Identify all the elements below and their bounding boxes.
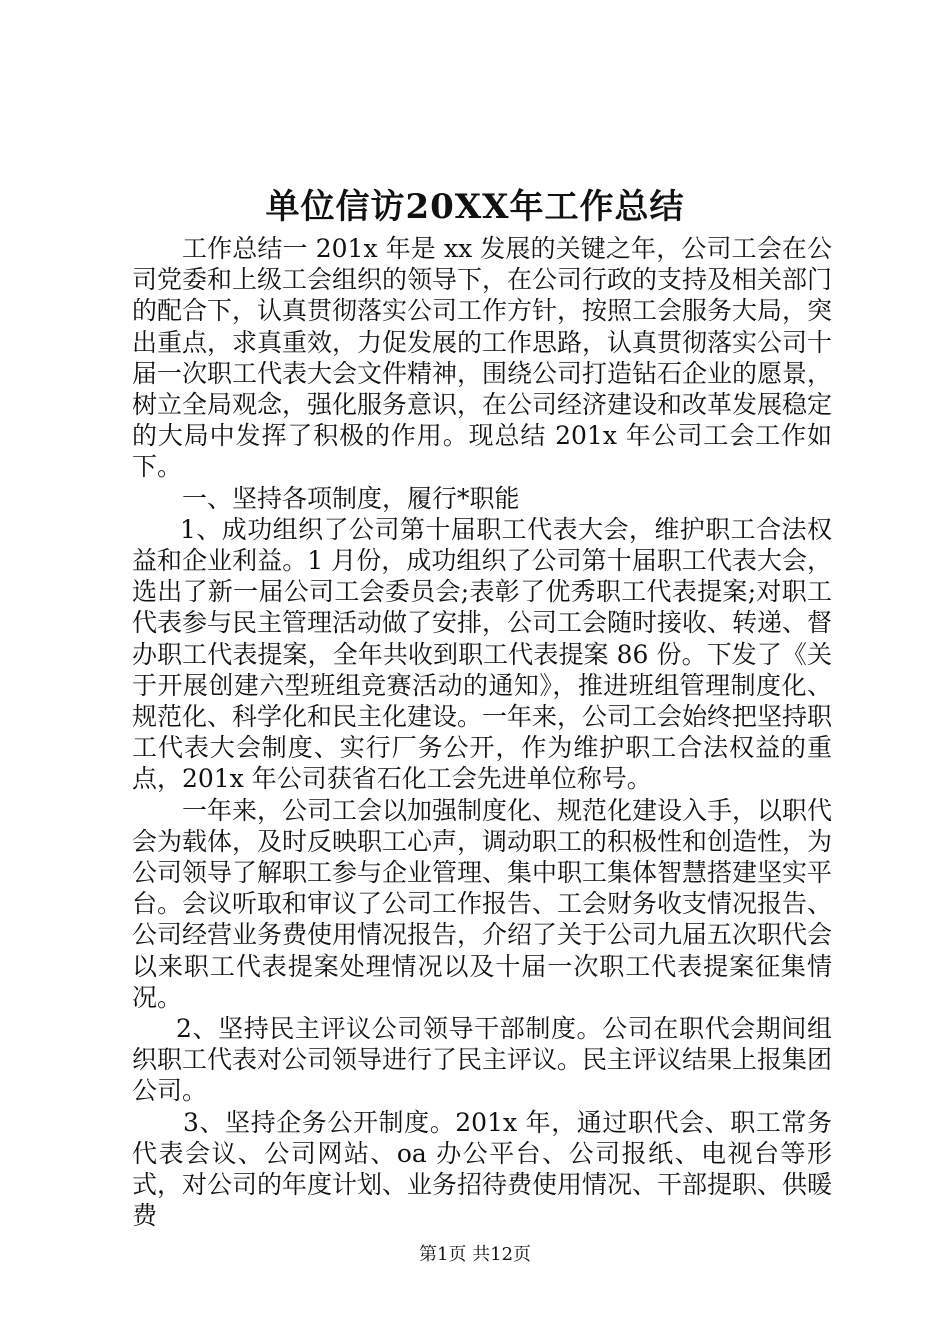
document-body — [132, 233, 832, 1232]
paragraph: 2、坚持民主评议公司领导干部制度。公司在职代会期间组织职工代表对公司领导进行了民主评议。民主评议结果上报集团公司。 — [132, 1014, 833, 1106]
paragraph: 工作总结一 201x 年是 xx 发展的关键之年，公司工会在公司党委和上级工会组织的领导下，在公司行政的支持及相关部门的配合下，认真贯彻落实公司工作方针，按照工会服务大局，突出重点，求真重效，力促发展的工作思路，认真贯彻落实公司十届一次职工代表大会文件精神，围绕公司打造钻石企业的愿景，树立全局观念，强化服务意识，在公司经济建设和改革发展稳定的大局中发挥了积极的作用。现总结 201x 年公司工会工作如下。 — [132, 234, 833, 482]
paragraph: 1、成功组织了公司第十届职工代表大会，维护职工合法权益和企业利益。1 月份，成功组织了公司第十届职工代表大会，选出了新一届公司工会委员会;表彰了优秀职工代表提案;对职工代表参与民主管理活动做了安排，公司工会随时接收、转递、督办职工代表提案，全年共收到职工代表提案 86 份。下发了《关于开展创建六型班组竞赛活动的通知》，推进班组管理制度化、规范化、科学化和民主化建设。一年来，公司工会始终把坚持职工代表大会制度、实行厂务公开，作为维护职工合法权益的重点，201x 年公司获省石化工会先进单位称号。 — [132, 514, 833, 794]
section-heading: 一、坚持各项制度，履行*职能 — [182, 483, 520, 513]
document-title: 单位信访20XX年工作总结 — [265, 187, 685, 227]
page-footer: 第1页 共12页 — [418, 1244, 532, 1265]
paragraph: 3、坚持企务公开制度。201x 年，通过职代会、职工常务代表会议、公司网站、oa 办公平台、公司报纸、电视台等形式，对公司的年度计划、业务招待费使用情况、干部提职、供暖费 — [132, 1107, 833, 1231]
paragraph: 一年来，公司工会以加强制度化、规范化建设入手，以职代会为载体，及时反映职工心声，调动职工的积极性和创造性，为公司领导了解职工参与企业管理、集中职工集体智慧搭建坚实平台。会议听取和审议了公司工作报告、工会财务收支情况报告、公司经营业务费使用情况报告，介绍了关于公司九届五次职代会以来职工代表提案处理情况以及十届一次职工代表提案征集情况。 — [132, 795, 833, 1012]
